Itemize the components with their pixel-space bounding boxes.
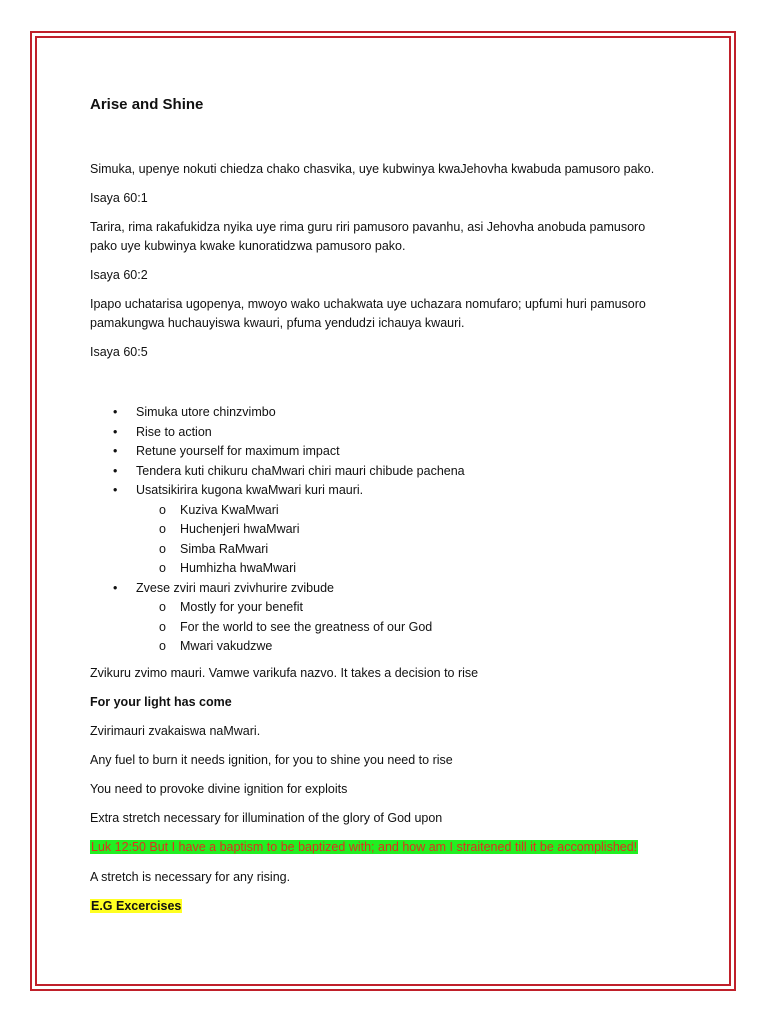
paragraph-line: pako uye kubwinya kwake kunoratidzwa pamusoro pako. [90,239,406,253]
bullet-list [90,403,670,657]
list-item-sub [90,598,670,618]
circle-bullet-icon: o [159,619,166,634]
highlighted-heading [90,897,670,916]
highlighted-text: E.G Excercises [91,899,182,913]
list-item-text: Huchenjeri hwaMwari [180,522,300,536]
list-item [90,442,670,462]
section-heading: For your light has come [90,695,232,709]
paragraph [90,218,670,256]
paragraph [90,295,670,333]
circle-bullet-icon: o [159,561,166,575]
list-item [90,423,670,443]
list-item-text: Humhizha hwaMwari [180,561,297,575]
circle-bullet-icon: o [159,639,166,653]
paragraph-line: pamakungwa huchauyiswa kwauri, pfuma yendudzi ichauya kwauri. [90,316,465,330]
highlighted-verse: Luk 12:50 But I have a baptism to be baptized with; and how am I straitened till it be accomplished! [91,840,638,854]
bullet-icon: • [113,424,118,439]
list-item-text: Rise to action [136,424,212,439]
document-title: Arise and Shine [90,96,204,113]
paragraph: Zvikuru zvimo mauri. Vamwe varikufa nazvo. It takes a decision to rise [90,666,479,680]
paragraph-line: Ipapo uchatarisa ugopenya, mwoyo wako uchakwata uye uchazara nomufaro; upfumi huri pamusoro [90,297,646,311]
list-item-sub [90,520,670,540]
list-item-text: Retune yourself for maximum impact [136,444,340,458]
list-item-sub [90,637,670,657]
list-item-sub [90,501,670,521]
list-item [90,403,670,423]
list-item-text: Usatsikirira kugona kwaMwari kuri mauri. [136,483,364,497]
list-item-sub [90,618,670,638]
bullet-icon: • [113,580,118,595]
bullet-icon: • [113,405,118,419]
paragraph: Simuka, upenye nokuti chiedza chako chasvika, uye kubwinya kwaJehovha kwabuda pamusoro pako. [90,162,655,176]
list-item-text: Simuka utore chinzvimbo [136,405,276,419]
list-item [90,462,670,482]
list-item-text: Simba RaMwari [180,541,269,556]
scripture-quote [90,838,670,857]
circle-bullet-icon: o [159,502,166,517]
list-item [90,481,670,501]
list-item-text: Kuziva KwaMwari [180,502,279,517]
paragraph: Any fuel to burn it needs ignition, for you to shine you need to rise [90,753,453,767]
paragraph: You need to provoke divine ignition for exploits [90,782,348,796]
bullet-icon: • [113,444,118,458]
scripture-reference: Isaya 60:2 [90,268,148,282]
list-item-text: Mostly for your benefit [180,600,303,614]
paragraph: A stretch is necessary for any rising. [90,870,291,884]
list-item-text: Mwari vakudzwe [180,639,273,653]
bullet-icon: • [113,483,118,497]
list-item-text: Zvese zviri mauri zvivhurire zvibude [136,580,334,595]
scripture-reference: Isaya 60:1 [90,191,148,205]
bullet-icon: • [113,463,118,478]
paragraph: Extra stretch necessary for illumination of the glory of God upon [90,811,443,825]
scripture-reference: Isaya 60:5 [90,345,148,359]
paragraph-line: Tarira, rima rakafukidza nyika uye rima guru riri pamusoro pavanhu, asi Jehovha anobuda pamusoro [90,220,646,234]
list-item [90,579,670,599]
list-item-text: For the world to see the greatness of our God [180,619,433,634]
circle-bullet-icon: o [159,600,166,614]
list-item-sub [90,540,670,560]
circle-bullet-icon: o [159,541,166,556]
list-item-sub [90,559,670,579]
list-item-text: Tendera kuti chikuru chaMwari chiri mauri chibude pachena [136,463,465,478]
paragraph: Zvirimauri zvakaiswa naMwari. [90,724,261,738]
circle-bullet-icon: o [159,522,166,536]
